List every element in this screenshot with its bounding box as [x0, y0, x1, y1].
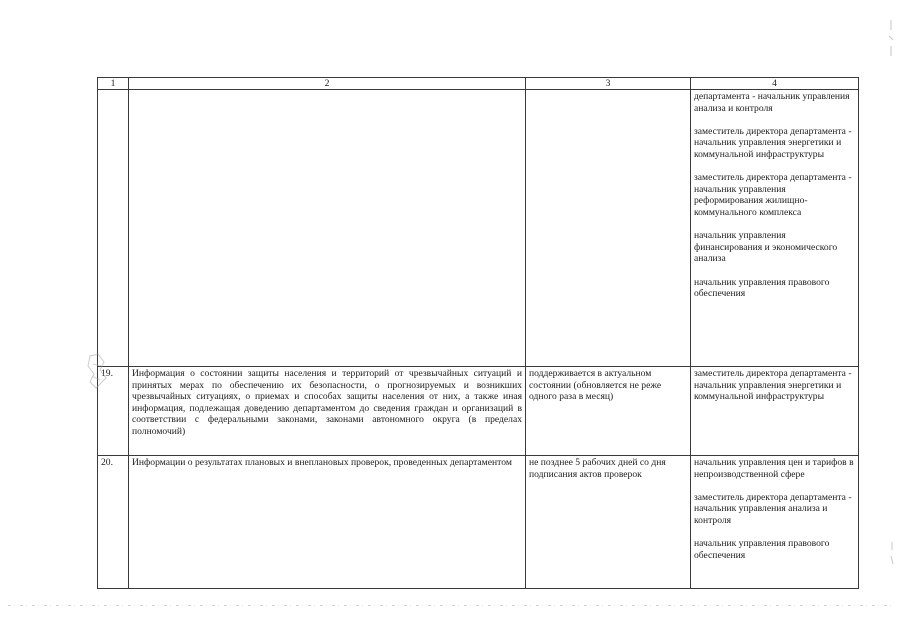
responsible-item: заместитель директора департамента - начальник управления анализа и контроля	[694, 491, 852, 526]
responsible-item: начальник управления правового обеспечения	[694, 276, 830, 300]
header-cell-4: 4	[691, 78, 859, 90]
responsible-item: начальник управления финансирования и экономического анализа	[694, 230, 838, 265]
responsible-cell	[691, 367, 859, 456]
scan-artifact-mark	[84, 352, 112, 392]
table-row	[98, 456, 859, 589]
period-cell	[526, 90, 691, 367]
row-number-cell: 20.	[98, 456, 129, 589]
info-cell: Информация о состоянии защиты населения и территорий от чрезвычайных ситуаций и принятых мерах по обеспечению их безопасности, о прогнозируемых и возникших чрезвычайных ситуациях, о приемах и способах защиты населения от них, а также иная информация, подлежащая доведению департаментом до сведения граждан и организаций в соответствии с федеральными законами, законами автономного округа (в пределах полномочий)	[129, 367, 526, 456]
table-row	[98, 367, 859, 456]
info-cell	[129, 90, 526, 367]
responsible-item: заместитель директора департамента - начальник управления реформирования жилищно-коммунального комплекса	[694, 172, 852, 218]
scan-artifact-mark	[885, 18, 897, 58]
header-cell-2: 2	[129, 78, 526, 90]
row-number-cell	[98, 90, 129, 367]
scan-artifact-mark	[886, 540, 898, 570]
document-table	[97, 77, 859, 589]
responsible-item: начальник управления правового обеспечения	[694, 538, 830, 561]
responsible-cell	[691, 90, 859, 367]
header-cell-3: 3	[526, 78, 691, 90]
responsible-item: начальник управления цен и тарифов в непроизводственной сфере	[694, 457, 854, 480]
responsible-item: заместитель директора департамента - начальник управления энергетики и коммунальной инфраструктуры	[694, 125, 852, 160]
table-header-row	[98, 78, 859, 90]
responsible-item: заместитель директора департамента - начальник управления энергетики и коммунальной инфраструктуры	[694, 368, 852, 403]
period-cell: не позднее 5 рабочих дней со дня подписания актов проверок	[526, 456, 691, 589]
table-row-continuation	[98, 90, 859, 367]
scan-artifact-line	[8, 605, 893, 606]
info-cell: Информации о результатах плановых и внеплановых проверок, проведенных департаментом	[129, 456, 526, 589]
row-number-cell: 19.	[98, 367, 129, 456]
responsible-item: департамента - начальник управления анализа и контроля	[694, 91, 850, 114]
period-cell: поддерживается в актуальном состоянии (обновляется не реже одного раза в месяц)	[526, 367, 691, 456]
header-cell-1: 1	[98, 78, 129, 90]
responsible-cell	[691, 456, 859, 589]
